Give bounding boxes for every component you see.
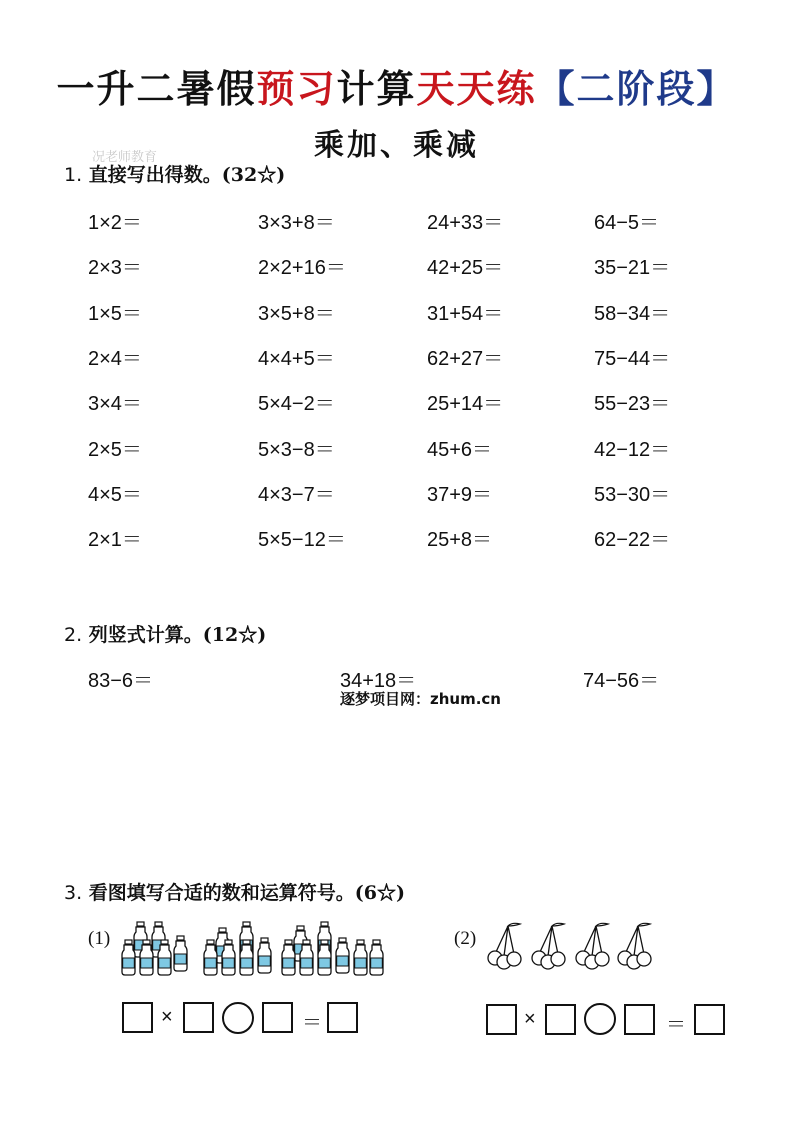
title-part-e: 【二阶段】 <box>536 67 737 111</box>
section3-number: 3. <box>64 882 83 904</box>
calc-item: 4×5＝ <box>88 484 142 506</box>
calc-item: 3×3+8＝ <box>258 212 335 234</box>
page-subtitle: 乘加、乘减 <box>314 128 479 163</box>
title-part-d: 天天练 <box>416 67 537 111</box>
section1-label: 直接写出得数。(32☆) <box>88 164 286 186</box>
calc-item: 75−44＝ <box>594 348 671 370</box>
calc-item: 25+14＝ <box>427 393 504 415</box>
calc-item: 2×2+16＝ <box>258 257 346 279</box>
calc-item: 37+9＝ <box>427 484 493 506</box>
calc-item: 2×5＝ <box>88 439 142 461</box>
operator-circle-1[interactable] <box>222 1002 254 1034</box>
section3-label: 看图填写合适的数和运算符号。(6☆) <box>88 882 405 904</box>
site-watermark: 逐梦项目网：zhum.cn <box>340 690 501 708</box>
calc-item: 2×3＝ <box>88 257 142 279</box>
calc-item: 35−21＝ <box>594 257 671 279</box>
calc-item: 64−5＝ <box>594 212 660 234</box>
calc-item: 2×4＝ <box>88 348 142 370</box>
calc-item: 58−34＝ <box>594 303 671 325</box>
calc-item: 5×4−2＝ <box>258 393 335 415</box>
calc-item: 42+25＝ <box>427 257 504 279</box>
calc-item: 4×4+5＝ <box>258 348 335 370</box>
calc-item: 45+6＝ <box>427 439 493 461</box>
title-part-c: 计算 <box>336 67 417 111</box>
vertical-calc-2: 34+18＝ <box>340 670 417 692</box>
bottles-illustration <box>118 920 388 978</box>
vertical-calc-3: 74−56＝ <box>583 670 660 692</box>
calc-item: 25+8＝ <box>427 529 493 551</box>
answer-box-1d[interactable] <box>327 1002 358 1033</box>
section2-label: 列竖式计算。(12☆) <box>88 624 267 646</box>
calc-item: 53−30＝ <box>594 484 671 506</box>
calc-item: 5×3−8＝ <box>258 439 335 461</box>
calc-item: 4×3−7＝ <box>258 484 335 506</box>
calc-item: 3×5+8＝ <box>258 303 335 325</box>
calc-item: 55−23＝ <box>594 393 671 415</box>
calc-item: 24+33＝ <box>427 212 504 234</box>
section3-heading <box>64 878 405 905</box>
faint-watermark: 况老师教育 <box>92 150 158 165</box>
calc-item: 62−22＝ <box>594 529 671 551</box>
sub-question-2-label: (2) <box>454 928 477 949</box>
title-part-a: 一升二暑假 <box>56 67 257 111</box>
calc-item: 5×5−12＝ <box>258 529 346 551</box>
equals-sign-2: ＝ <box>666 1014 686 1036</box>
section1-number: 1. <box>64 164 83 186</box>
answer-box-1b[interactable] <box>183 1002 214 1033</box>
equals-sign-1: ＝ <box>302 1012 322 1034</box>
section2-heading <box>64 620 266 647</box>
operator-circle-2[interactable] <box>584 1003 616 1035</box>
answer-box-2c[interactable] <box>624 1004 655 1035</box>
answer-box-2a[interactable] <box>486 1004 517 1035</box>
cherries-illustration <box>486 920 658 970</box>
title-part-b: 预习 <box>256 67 337 111</box>
calc-item: 62+27＝ <box>427 348 504 370</box>
times-sign-1: × <box>161 1006 173 1028</box>
answer-box-2b[interactable] <box>545 1004 576 1035</box>
answer-box-1a[interactable] <box>122 1002 153 1033</box>
calc-item: 42−12＝ <box>594 439 671 461</box>
answer-box-1c[interactable] <box>262 1002 293 1033</box>
times-sign-2: × <box>524 1008 536 1030</box>
sub-question-1-label: (1) <box>88 928 111 949</box>
section2-number: 2. <box>64 624 83 646</box>
vertical-calc-1: 83−6＝ <box>88 670 154 692</box>
calc-item: 3×4＝ <box>88 393 142 415</box>
calc-item: 31+54＝ <box>427 303 504 325</box>
calc-item: 1×5＝ <box>88 303 142 325</box>
calc-item: 1×2＝ <box>88 212 142 234</box>
section1-heading <box>64 160 285 187</box>
page-title <box>0 58 793 113</box>
calc-item: 2×1＝ <box>88 529 142 551</box>
answer-box-2d[interactable] <box>694 1004 725 1035</box>
